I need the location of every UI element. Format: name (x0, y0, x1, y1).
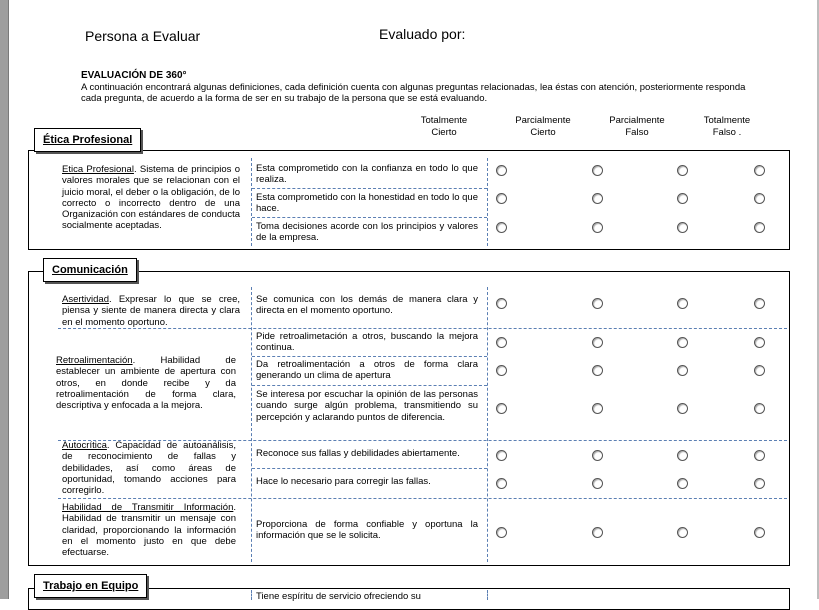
definition-text: . Sistema de principios o valores morales que se relacionan con el juicio moral, el deber o la obligación, de lo correcto o incorrecto dentro de una Organización con estándares de conducta socialmente aceptadas. (62, 164, 240, 232)
radio-parcialmente-falso[interactable] (677, 527, 688, 538)
question: Se interesa por escuchar la opinión de las personas cuando surge algún problema, transmitiendo su percepción y aclarando puntos de diferencia. (256, 389, 478, 423)
divider (251, 158, 252, 246)
col-line: Totalmente (703, 115, 751, 126)
radio-totalmente-falso[interactable] (754, 298, 765, 309)
question: Se comunica con los demás de manera clara y directa en el momento oportuno. (256, 294, 478, 317)
radio-parcialmente-cierto[interactable] (592, 403, 603, 414)
section-title-etica: Ética Profesional (34, 128, 141, 152)
definition-text: . Expresar lo que se cree, piensa y siente de manera directa y clara en el momento oportuno. (62, 294, 240, 328)
divider (252, 385, 487, 386)
radio-parcialmente-falso[interactable] (677, 365, 688, 376)
col-line: Parcialmente (609, 115, 665, 126)
col-line: Falso . (712, 127, 742, 138)
definition-asertividad (62, 294, 240, 328)
definition-text: . Capacidad de autoanálisis, de reconocimiento de fallas y debilidades, así como áreas de oportunidad, tomando acciones para corregirlo. (62, 440, 236, 497)
question: Esta comprometido con la confianza en todo lo que realiza. (256, 163, 478, 186)
definition-autocritica (62, 440, 236, 496)
radio-totalmente-falso[interactable] (754, 403, 765, 414)
divider (252, 356, 487, 357)
radio-totalmente-cierto[interactable] (496, 337, 507, 348)
radio-parcialmente-cierto[interactable] (592, 193, 603, 204)
term: Habilidad de Transmitir Información (62, 502, 234, 513)
section-title-trabajo: Trabajo en Equipo (34, 574, 147, 598)
question: Hace lo necesario para corregir las fallas. (256, 476, 431, 487)
radio-parcialmente-cierto[interactable] (592, 337, 603, 348)
radio-totalmente-falso[interactable] (754, 478, 765, 489)
radio-parcialmente-falso[interactable] (677, 222, 688, 233)
divider (252, 468, 487, 469)
radio-parcialmente-cierto[interactable] (592, 478, 603, 489)
question: Toma decisiones acorde con los principios y valores de la empresa. (256, 221, 478, 244)
question: Tiene espíritu de servicio ofreciendo su (256, 591, 421, 602)
question: Proporciona de forma confiable y oportuna la información que se le solicita. (256, 519, 478, 542)
col-parcialmente-cierto (503, 115, 583, 139)
radio-totalmente-cierto[interactable] (496, 298, 507, 309)
col-line: Cierto (431, 127, 457, 138)
col-parcialmente-falso (597, 115, 677, 139)
radio-totalmente-falso[interactable] (754, 193, 765, 204)
radio-totalmente-cierto[interactable] (496, 222, 507, 233)
radio-parcialmente-falso[interactable] (677, 337, 688, 348)
radio-totalmente-cierto[interactable] (496, 403, 507, 414)
radio-totalmente-falso[interactable] (754, 450, 765, 461)
question: Reconoce sus fallas y debilidades abiertamente. (256, 448, 460, 459)
radio-totalmente-cierto[interactable] (496, 365, 507, 376)
radio-parcialmente-cierto[interactable] (592, 450, 603, 461)
radio-totalmente-falso[interactable] (754, 337, 765, 348)
page-edge (0, 0, 9, 599)
question: Da retroalimentación a otros de forma clara generando un clima de apertura (256, 359, 478, 382)
radio-parcialmente-cierto[interactable] (592, 365, 603, 376)
radio-parcialmente-cierto[interactable] (592, 298, 603, 309)
radio-parcialmente-falso[interactable] (677, 450, 688, 461)
col-line: Parcialmente (515, 115, 571, 126)
section-title-comunicacion: Comunicación (43, 258, 137, 282)
radio-parcialmente-cierto[interactable] (592, 527, 603, 538)
radio-parcialmente-falso[interactable] (677, 403, 688, 414)
term: Retroalimentación (56, 355, 133, 366)
col-line: Totalmente (420, 115, 468, 126)
radio-totalmente-cierto[interactable] (496, 193, 507, 204)
radio-parcialmente-falso[interactable] (677, 298, 688, 309)
definition-habilidad-transmitir (62, 502, 236, 558)
radio-totalmente-cierto[interactable] (496, 450, 507, 461)
term: Etica Profesional (62, 164, 134, 175)
definition-text: . Habilidad de transmitir un mensaje con claridad, proporcionando la información en el momento justo en que debe efectuarse. (62, 502, 236, 559)
term: Asertividad (62, 294, 109, 305)
radio-parcialmente-falso[interactable] (677, 165, 688, 176)
evaluation-title: EVALUACIÓN DE 360° (81, 70, 187, 81)
definition-etica (62, 164, 240, 232)
radio-parcialmente-falso[interactable] (677, 193, 688, 204)
radio-totalmente-falso[interactable] (754, 222, 765, 233)
question: Esta comprometido con la honestidad en todo lo que hace. (256, 192, 478, 215)
term: Autocrítica (62, 440, 107, 451)
divider (252, 217, 487, 218)
radio-totalmente-cierto[interactable] (496, 478, 507, 489)
radio-totalmente-cierto[interactable] (496, 527, 507, 538)
divider (58, 328, 787, 329)
divider (252, 188, 487, 189)
radio-totalmente-cierto[interactable] (496, 165, 507, 176)
divider (58, 498, 787, 499)
radio-totalmente-falso[interactable] (754, 527, 765, 538)
col-line: Cierto (530, 127, 556, 138)
definition-text: . Habilidad de establecer un ambiente de apertura con otros, en donde recibe y da retroalimentación de forma clara, descriptiva y enfocada a la mejora. (56, 355, 236, 412)
definition-retroalimentacion (56, 355, 236, 411)
col-totalmente-cierto (404, 115, 484, 139)
col-totalmente-falso (687, 115, 767, 139)
persona-label: Persona a Evaluar (85, 28, 201, 44)
question: Pide retroalimetación a otros, buscando la mejora continua. (256, 331, 478, 354)
divider (487, 158, 488, 246)
col-line: Falso (625, 127, 649, 138)
evaluado-label: Evaluado por: (379, 26, 466, 42)
radio-parcialmente-cierto[interactable] (592, 222, 603, 233)
radio-totalmente-falso[interactable] (754, 365, 765, 376)
radio-parcialmente-falso[interactable] (677, 478, 688, 489)
intro-text: A continuación encontrará algunas definiciones, cada definición cuenta con algunas preguntas relacionadas, lea éstas con atención, posteriormente responda cada pregunta, de acuerdo a la forma de ser en su trabajo de la persona que se está evaluando. (81, 82, 746, 104)
radio-parcialmente-cierto[interactable] (592, 165, 603, 176)
radio-totalmente-falso[interactable] (754, 165, 765, 176)
